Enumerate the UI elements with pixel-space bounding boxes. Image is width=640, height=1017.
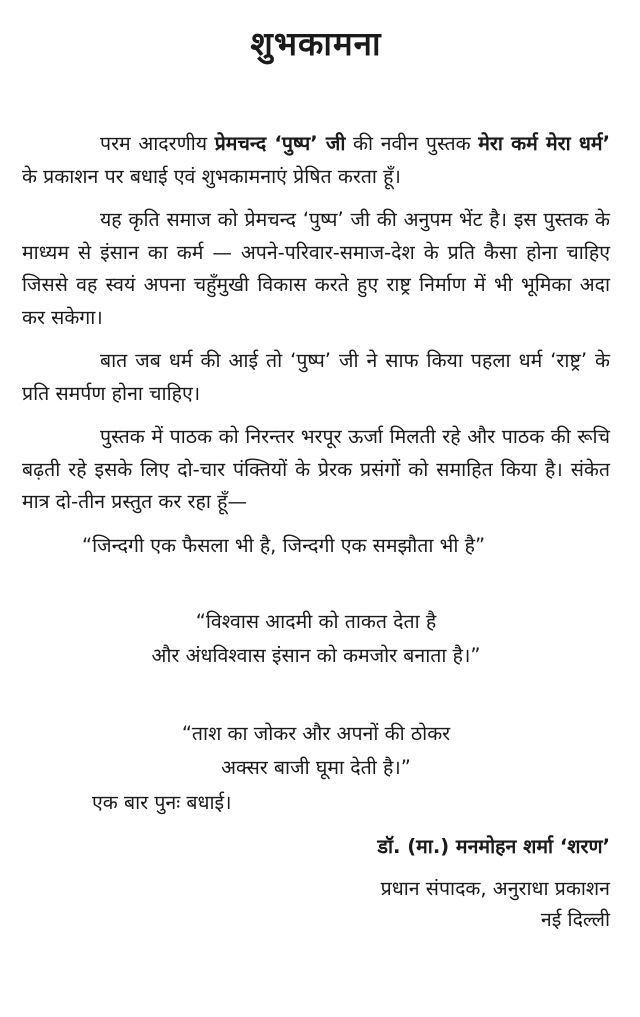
paragraph-congratulation <box>22 128 610 193</box>
quote-line: और अंधविश्वास इंसान को कमजोर बनाता है।” <box>151 644 481 667</box>
paragraph-dharma: बात जब धर्म की आई तो ‘पुष्प’ जी ने साफ किया पहला धर्म ‘राष्ट्र’ के प्रति समर्पण होना चाहिए। <box>22 349 610 405</box>
paragraph-text: की नवीन पुस्तक <box>345 132 479 155</box>
quote-life: “जिन्दगी एक फैसला भी है, जिन्दगी एक समझौता भी है” <box>82 533 486 557</box>
paragraph-book-intro: यह कृति समाज को प्रेमचन्द ‘पुष्प’ जी की अनुपम भेंट है। इस पुस्तक के माध्यम से इंसान का कर्म — अपने-परिवार-समाज-देश के प्रति कैसा होना चाहिए जिससे वह स्वयं अपना चहुँमुखी विकास करते हुए राष्ट्र निर्माण में भी भूमिका अदा कर सकेगा। <box>22 208 610 329</box>
letter-body <box>22 128 610 935</box>
signature-designation <box>22 873 610 935</box>
designation-title: प्रधान संपादक, अनुराधा प्रकाशन <box>380 877 610 900</box>
page-title: शुभकामना <box>250 24 382 63</box>
author-name: प्रेमचन्द ‘पुष्प’ जी <box>214 132 346 155</box>
quote-joker <box>22 717 610 785</box>
paragraph-text: के प्रकाशन पर बधाई एवं शुभकामनाएं प्रेषित करता हूँ। <box>22 164 401 188</box>
book-title: मेरा कर्म मेरा धर्म’ <box>478 132 610 155</box>
quote-line: अक्सर बाजी घूमा देती है।” <box>221 756 411 779</box>
paragraph-readers: पुस्तक में पाठक को निरन्तर भरपूर ऊर्जा मिलती रहे और पाठक की रूचि बढ़ती रहे इसके लिए दो-चार पंक्तियों के प्रेरक प्रसंगों को समाहित किया है। संकेत मात्र दो-तीन प्रस्तुत कर रहा हूँ— <box>22 425 610 513</box>
paragraph-text: परम आदरणीय <box>100 132 215 155</box>
quote-faith <box>22 605 610 673</box>
quote-line: “विश्वास आदमी को ताकत देता है <box>195 610 437 633</box>
closing-line: एक बार पुनः बधाई। <box>92 791 232 814</box>
signature-name: डॉ. (मा.) मनमोहन शर्मा ‘शरण’ <box>377 835 610 858</box>
quote-line: “ताश का जोकर और अपनों की ठोकर <box>181 722 451 745</box>
designation-city: नई दिल्ली <box>540 908 610 931</box>
